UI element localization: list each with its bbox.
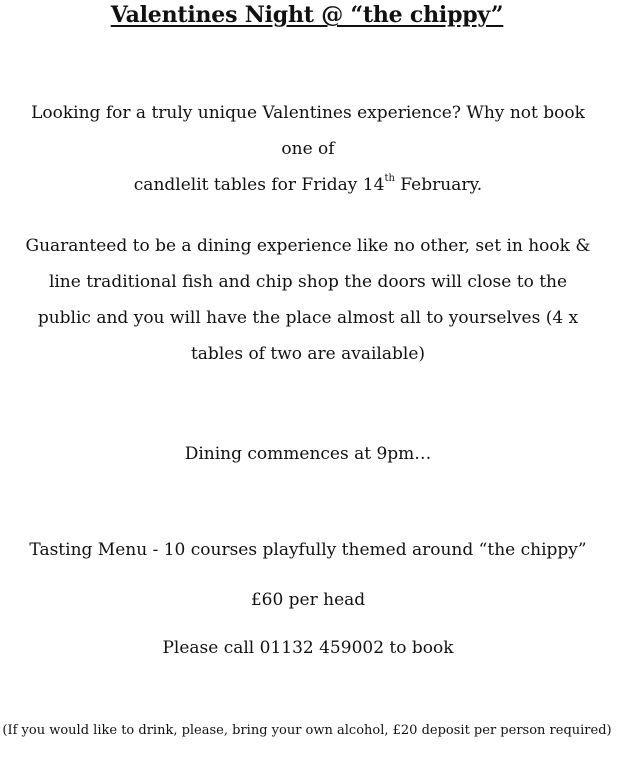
page-title: Valentines Night @ “the chippy”: [110, 2, 504, 28]
intro-line-1: Looking for a truly unique Valentines experience? Why not book one of: [31, 103, 585, 159]
ordinal-suffix: th: [384, 173, 395, 185]
intro-paragraph: [20, 95, 596, 203]
description-paragraph: Guaranteed to be a dining experience like no other, set in hook & line traditional fish and chip shop the doors will close to the public and you will have the place almost all to yourselves (4 x tables of two are available): [25, 236, 591, 364]
intro-line-2-suffix: February.: [394, 175, 483, 195]
price-line: £60 per head: [250, 590, 366, 610]
intro-line-2-prefix: candlelit tables for Friday 14: [133, 175, 385, 195]
menu-line: Tasting Menu - 10 courses playfully themed around “the chippy”: [29, 540, 587, 560]
booking-line: Please call 01132 459002 to book: [162, 638, 454, 658]
dining-time: Dining commences at 9pm…: [184, 444, 432, 464]
footnote: (If you would like to drink, please, bring your own alcohol, £20 deposit per person required): [2, 723, 612, 738]
